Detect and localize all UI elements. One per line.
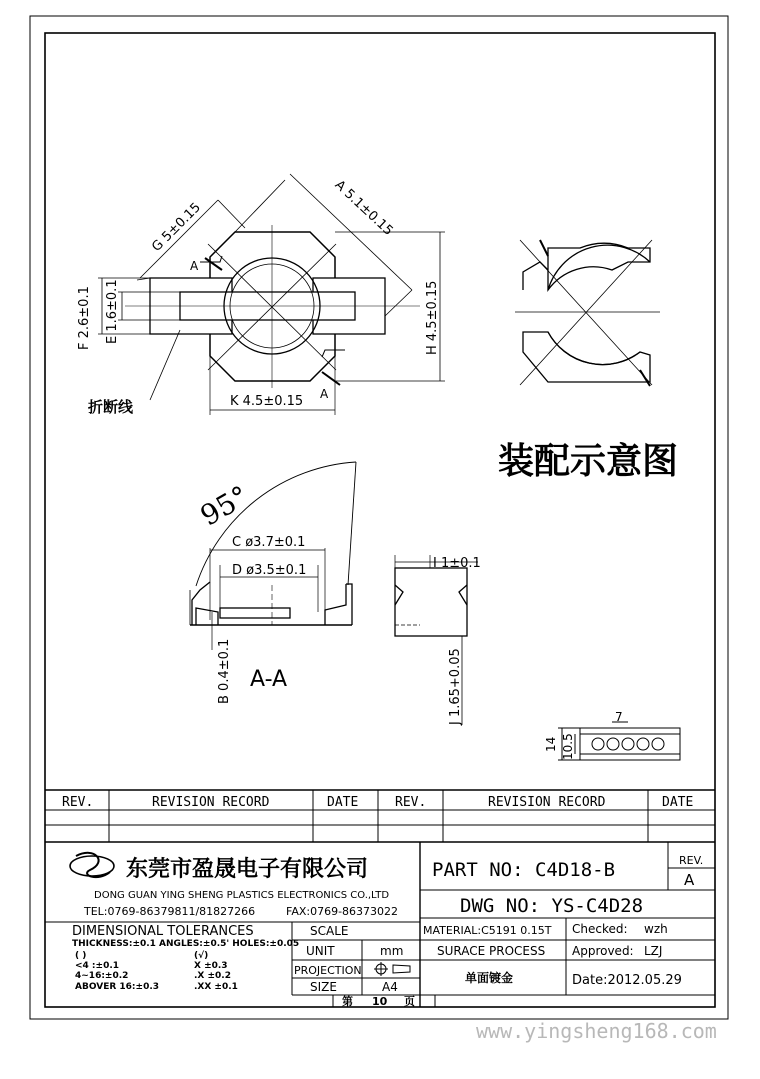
assembly-sketch: [515, 240, 660, 386]
tolerances-title: DIMENSIONAL TOLERANCES: [72, 924, 254, 939]
section-mark-top: A: [190, 259, 199, 273]
rev-header-right: REV.: [395, 795, 427, 810]
section-view: [190, 462, 356, 650]
strip-width: 14: [544, 736, 558, 752]
page-suffix: 页: [404, 995, 415, 1008]
revision-table: [45, 790, 715, 842]
dim-i: I 1±0.1: [433, 556, 481, 571]
checked-value: wzh: [644, 922, 668, 936]
strip-inner: 10.5: [561, 733, 575, 760]
record-header-right: REVISION RECORD: [488, 795, 606, 810]
dim-f: F 2.6±0.1: [77, 286, 92, 350]
material: MATERIAL:C5191 0.15T: [423, 924, 552, 937]
rev-value: A: [684, 871, 695, 889]
approved-label: Approved:: [572, 944, 634, 958]
projection-symbol-icon: [374, 962, 410, 976]
size-value: A4: [382, 980, 398, 994]
date-header-right: DATE: [662, 795, 694, 810]
unit-value: mm: [380, 944, 404, 958]
dim-b: B 0.4±0.1: [217, 638, 232, 704]
dim-e: E 1.6±0.1: [105, 279, 120, 344]
tolerances-r1-a: <4 :±0.1: [75, 961, 120, 971]
angle-label: 95°: [194, 479, 255, 533]
drawing-number: DWG NO: YS-C4D28: [460, 895, 644, 917]
unit-label: UNIT: [306, 944, 335, 958]
company-tel: TEL:0769-86379811/81827266: [84, 905, 256, 918]
company-logo: [70, 853, 114, 877]
break-line-label: 折断线: [88, 398, 134, 416]
tolerances-r2-b: .X ±0.2: [194, 971, 231, 981]
tolerances-r1-b: X ±0.3: [194, 961, 228, 971]
section-label: A-A: [250, 667, 288, 692]
tolerances-col1-head: ( ): [75, 951, 87, 961]
date-header-left: DATE: [327, 795, 359, 810]
checked-label: Checked:: [572, 922, 628, 936]
section-mark-bottom: A: [320, 387, 329, 401]
dim-h: H 4.5±0.15: [425, 280, 440, 355]
company-fax: FAX:0769-86373022: [286, 905, 399, 918]
dim-c: C ø3.7±0.1: [232, 535, 306, 550]
watermark: www.yingsheng168.com: [476, 1019, 717, 1043]
projection-label: PROJECTION: [294, 964, 362, 977]
dim-j: J 1.65+0.05: [448, 648, 463, 725]
page-prefix: 第: [342, 995, 353, 1008]
company-name-cn: 东莞市盈晟电子有限公司: [126, 857, 369, 882]
surface-process-value: 单面镀金: [465, 971, 514, 985]
date: Date:2012.05.29: [572, 973, 682, 988]
page-number: 10: [372, 995, 388, 1008]
strip-pitch: 7: [615, 710, 623, 724]
assembly-label: 装配示意图: [498, 441, 679, 482]
surface-process-label: SURACE PROCESS: [437, 944, 546, 958]
rev-header-left: REV.: [62, 795, 94, 810]
tolerances-line1: THICKNESS:±0.1 ANGLES:±0.5' HOLES:±0.05: [72, 939, 300, 949]
top-view: [98, 174, 445, 415]
rev-label: REV.: [679, 854, 704, 867]
side-view: [395, 555, 478, 725]
scale-label: SCALE: [310, 924, 349, 938]
company-name-en: DONG GUAN YING SHENG PLASTICS ELECTRONICS CO.,LTD: [94, 890, 390, 901]
tolerances-r3-b: .XX ±0.1: [194, 982, 238, 992]
dim-d: D ø3.5±0.1: [232, 563, 307, 578]
part-number: PART NO: C4D18-B: [432, 859, 616, 881]
strip-view: [558, 722, 680, 760]
tolerances-r3-a: ABOVER 16:±0.3: [75, 982, 160, 992]
tolerances-col2-head: (√): [194, 951, 209, 961]
size-label: SIZE: [310, 980, 337, 994]
record-header-left: REVISION RECORD: [152, 795, 270, 810]
dim-g: G 5±0.15: [149, 200, 204, 255]
dim-a: A 5.1±0.15: [331, 177, 396, 239]
dim-k: K 4.5±0.15: [230, 394, 304, 409]
tolerances-r2-a: 4~16:±0.2: [75, 971, 129, 981]
approved-value: LZJ: [644, 944, 663, 958]
